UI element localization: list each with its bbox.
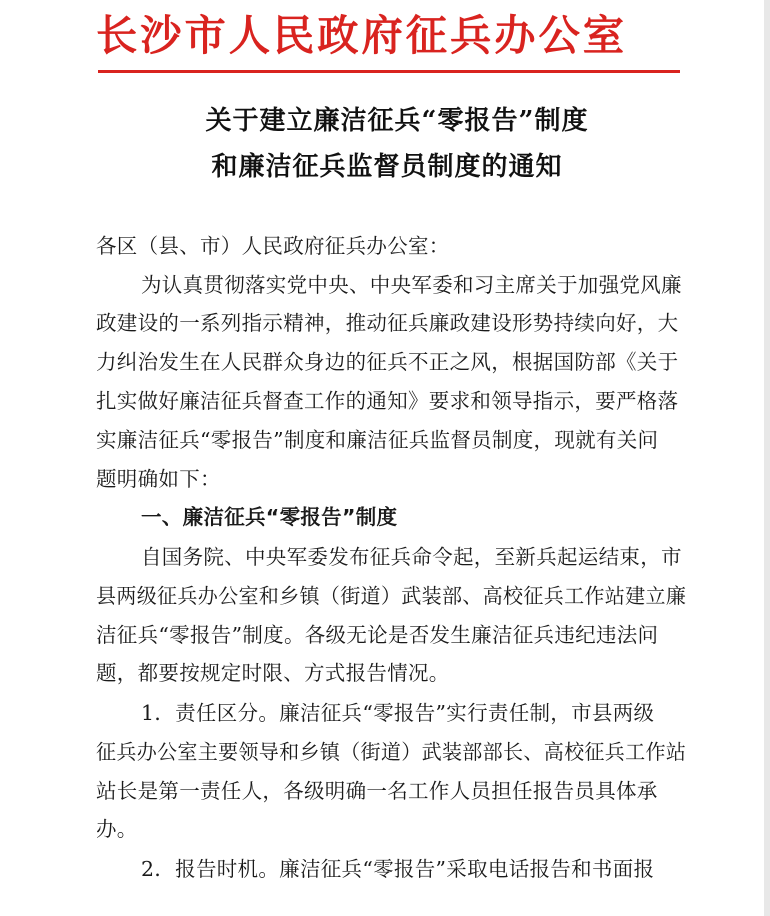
paragraph-line: 实廉洁征兵“零报告”制度和廉洁征兵监督员制度，现就有关问 xyxy=(96,428,659,452)
paragraph-line: 为认真贯彻落实党中央、中央军委和习主席关于加强党风廉 xyxy=(141,273,682,297)
salutation: 各区（县、市）人民政府征兵办公室： xyxy=(96,234,450,258)
paragraph-line: 站长是第一责任人，各级明确一名工作人员担任报告员具体承 xyxy=(96,779,658,803)
notice-title-line-1: 关于建立廉洁征兵“零报告”制度 xyxy=(205,106,589,136)
paragraph-line: 县两级征兵办公室和乡镇（街道）武装部、高校征兵工作站建立廉 xyxy=(96,584,687,608)
letterhead-title: 长沙市人民政府征兵办公室 xyxy=(96,11,627,60)
paragraph-line: 政建设的一系列指示精神，推动征兵廉政建设形势持续向好，大 xyxy=(96,311,679,335)
paragraph-line: 办。 xyxy=(96,817,138,841)
paragraph-line: 力纠治发生在人民群众身边的征兵不正之风，根据国防部《关于 xyxy=(96,350,679,374)
paragraph-line: 题明确如下： xyxy=(96,467,221,491)
paragraph-line: 1．责任区分。廉洁征兵“零报告”实行责任制，市县两级 xyxy=(141,701,655,725)
section-heading: 一、廉洁征兵“零报告”制度 xyxy=(141,505,398,529)
paragraph-line: 题，都要按规定时限、方式报告情况。 xyxy=(96,661,450,685)
paragraph-line: 扎实做好廉洁征兵督查工作的通知》要求和领导指示，要严格落 xyxy=(96,389,679,413)
paragraph-line: 洁征兵“零报告”制度。各级无论是否发生廉洁征兵违纪违法问 xyxy=(96,623,659,647)
notice-title-line-2: 和廉洁征兵监督员制度的通知 xyxy=(211,152,563,182)
paragraph-line: 2．报告时机。廉洁征兵“零报告”采取电话报告和书面报 xyxy=(141,857,655,881)
paragraph-line: 征兵办公室主要领导和乡镇（街道）武装部部长、高校征兵工作站 xyxy=(96,740,687,764)
paragraph-line: 自国务院、中央军委发布征兵命令起，至新兵起运结束，市 xyxy=(141,545,682,569)
scan-edge-shadow xyxy=(764,0,770,916)
letterhead-red-rule xyxy=(98,70,680,73)
